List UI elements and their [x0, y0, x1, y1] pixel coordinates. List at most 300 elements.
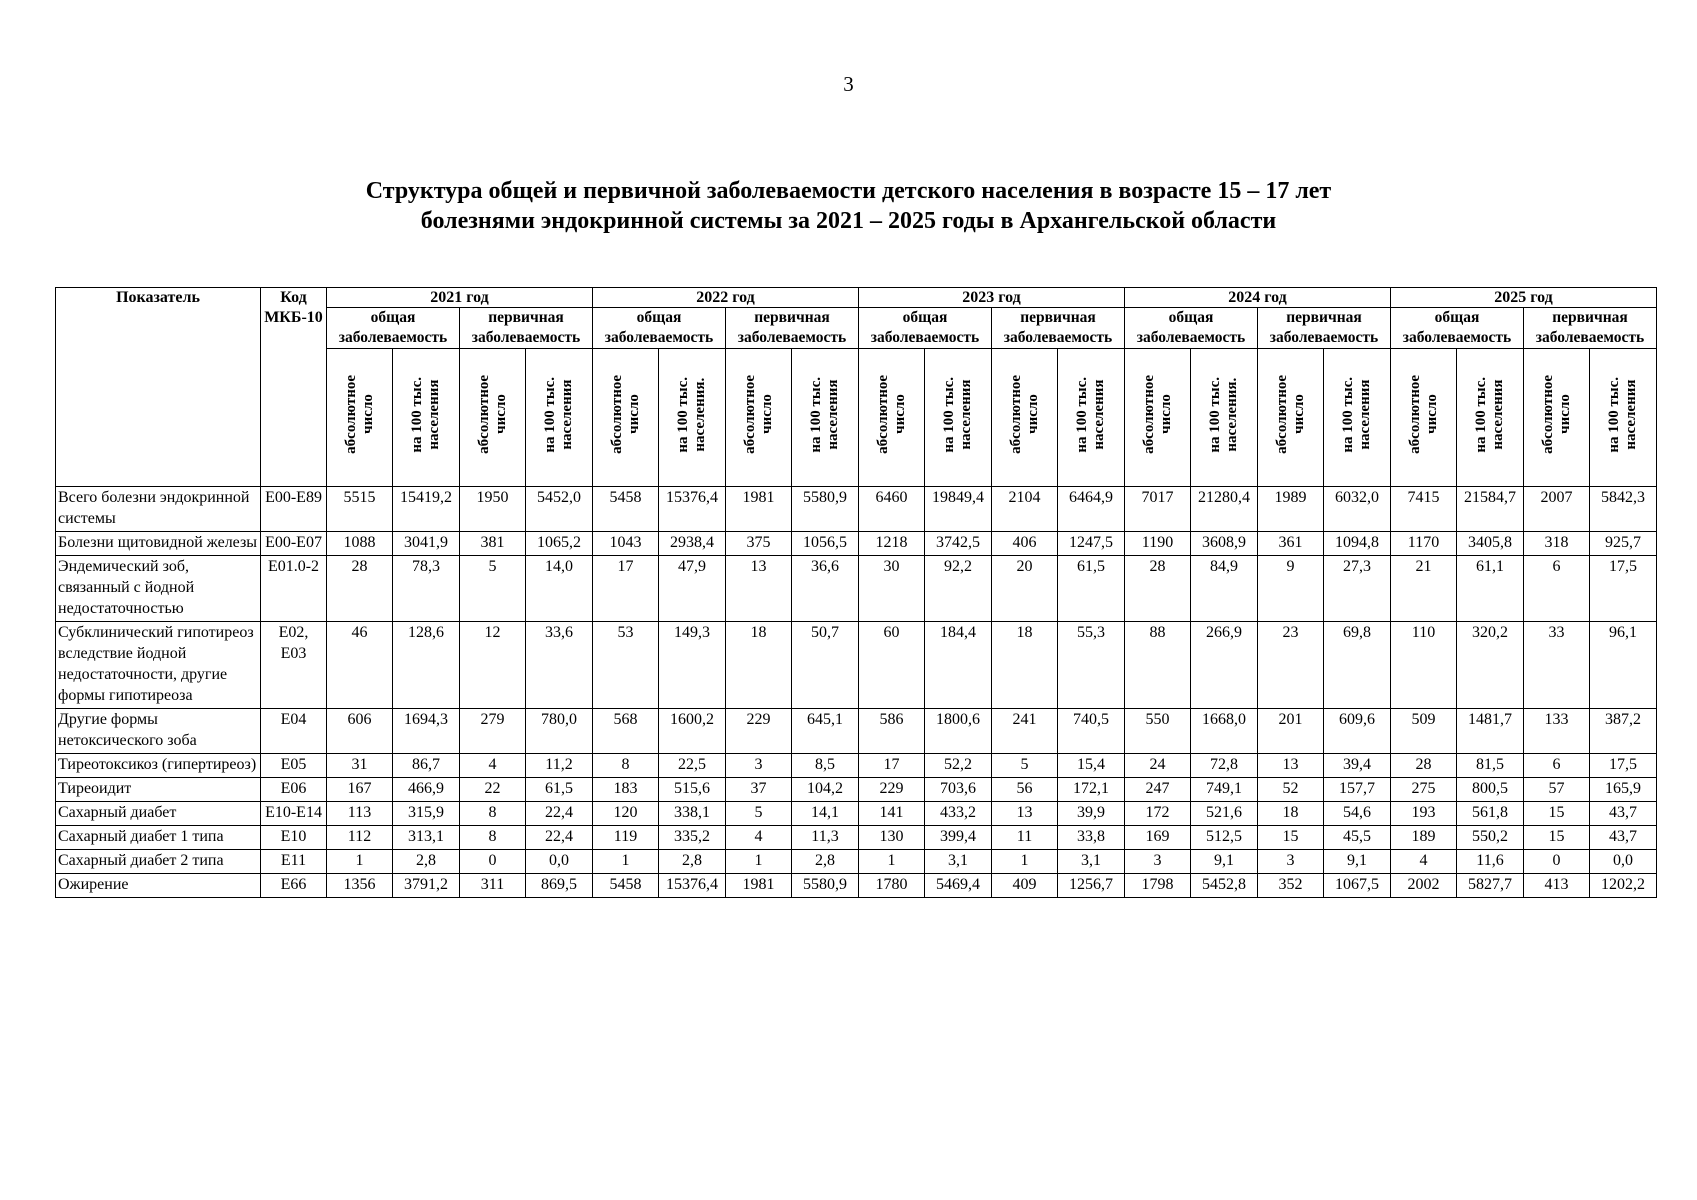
rate-value-cell: 61,1	[1457, 556, 1524, 622]
rate-value-cell: 14,1	[792, 802, 859, 826]
absolute-value-cell: 31	[327, 754, 393, 778]
rate-value-cell: 5580,9	[792, 874, 859, 898]
unit-label: абсолютное число	[1007, 375, 1041, 454]
unit-label: на 100 тыс. населения.	[1207, 376, 1240, 453]
table-row	[56, 487, 1657, 532]
absolute-value-cell: 361	[1258, 532, 1324, 556]
rate-value-cell: 925,7	[1590, 532, 1657, 556]
absolute-value-cell: 7415	[1391, 487, 1457, 532]
indicator-name: Субклинический гипотиреоз вследствие йодной недостаточности, другие формы гипотиреоза	[56, 622, 261, 709]
rate-value-cell: 81,5	[1457, 754, 1524, 778]
rate-value-cell: 47,9	[659, 556, 726, 622]
absolute-value-cell: 28	[327, 556, 393, 622]
indicator-name: Сахарный диабет	[56, 802, 261, 826]
code-header: Код МКБ-10	[261, 288, 327, 487]
absolute-value-cell: 33	[1524, 622, 1590, 709]
absolute-value-cell: 229	[859, 778, 925, 802]
rate-value-cell: 165,9	[1590, 778, 1657, 802]
rate-value-cell: 54,6	[1324, 802, 1391, 826]
absolute-value-cell: 5515	[327, 487, 393, 532]
rate-value-cell: 387,2	[1590, 709, 1657, 754]
rate-value-cell: 27,3	[1324, 556, 1391, 622]
absolute-value-cell: 18	[1258, 802, 1324, 826]
rate-value-cell: 128,6	[393, 622, 460, 709]
absolute-value-cell: 88	[1125, 622, 1191, 709]
icd-code: Е10-Е14	[261, 802, 327, 826]
rate-value-cell: 740,5	[1058, 709, 1125, 754]
absolute-value-cell: 311	[460, 874, 526, 898]
year-header: 2025 год	[1391, 288, 1657, 308]
absolute-value-cell: 56	[992, 778, 1058, 802]
absolute-value-cell: 60	[859, 622, 925, 709]
icd-code: Е06	[261, 778, 327, 802]
absolute-value-cell: 46	[327, 622, 393, 709]
rate-value-cell: 33,8	[1058, 826, 1125, 850]
icd-code: Е66	[261, 874, 327, 898]
rate-value-cell: 1247,5	[1058, 532, 1125, 556]
table-row	[56, 532, 1657, 556]
rate-value-cell: 15376,4	[659, 487, 726, 532]
absolute-value-cell: 18	[726, 622, 792, 709]
absolute-value-cell: 8	[593, 754, 659, 778]
rate-value-cell: 17,5	[1590, 754, 1657, 778]
absolute-number-header	[992, 349, 1058, 487]
rate-value-cell: 550,2	[1457, 826, 1524, 850]
per-100k-header	[1058, 349, 1125, 487]
rate-value-cell: 609,6	[1324, 709, 1391, 754]
rate-value-cell: 8,5	[792, 754, 859, 778]
absolute-value-cell: 11	[992, 826, 1058, 850]
rate-value-cell: 78,3	[393, 556, 460, 622]
rate-value-cell: 5452,8	[1191, 874, 1258, 898]
absolute-value-cell: 15	[1258, 826, 1324, 850]
icd-code: Е10	[261, 826, 327, 850]
rate-value-cell: 55,3	[1058, 622, 1125, 709]
table-row	[56, 850, 1657, 874]
rate-value-cell: 335,2	[659, 826, 726, 850]
table-row	[56, 709, 1657, 754]
rate-value-cell: 5580,9	[792, 487, 859, 532]
absolute-value-cell: 1	[726, 850, 792, 874]
absolute-value-cell: 30	[859, 556, 925, 622]
absolute-number-header	[1391, 349, 1457, 487]
unit-label: на 100 тыс. населения	[941, 376, 974, 453]
rate-value-cell: 19849,4	[925, 487, 992, 532]
absolute-value-cell: 2104	[992, 487, 1058, 532]
rate-value-cell: 21280,4	[1191, 487, 1258, 532]
absolute-value-cell: 229	[726, 709, 792, 754]
absolute-value-cell: 167	[327, 778, 393, 802]
table-row	[56, 874, 1657, 898]
year-header: 2022 год	[593, 288, 859, 308]
absolute-value-cell: 18	[992, 622, 1058, 709]
rate-value-cell: 561,8	[1457, 802, 1524, 826]
per-100k-header	[792, 349, 859, 487]
absolute-value-cell: 1981	[726, 487, 792, 532]
rate-value-cell: 315,9	[393, 802, 460, 826]
indicator-name: Тиреоидит	[56, 778, 261, 802]
absolute-number-header	[593, 349, 659, 487]
absolute-value-cell: 6	[1524, 556, 1590, 622]
absolute-value-cell: 3	[1125, 850, 1191, 874]
rate-value-cell: 1694,3	[393, 709, 460, 754]
rate-value-cell: 5842,3	[1590, 487, 1657, 532]
rate-value-cell: 512,5	[1191, 826, 1258, 850]
icd-code: Е00-Е07	[261, 532, 327, 556]
rate-value-cell: 1056,5	[792, 532, 859, 556]
rate-value-cell: 184,4	[925, 622, 992, 709]
absolute-value-cell: 1798	[1125, 874, 1191, 898]
rate-value-cell: 15419,2	[393, 487, 460, 532]
per-100k-header	[925, 349, 992, 487]
rate-value-cell: 50,7	[792, 622, 859, 709]
rate-value-cell: 86,7	[393, 754, 460, 778]
absolute-value-cell: 1989	[1258, 487, 1324, 532]
rate-value-cell: 43,7	[1590, 826, 1657, 850]
absolute-value-cell: 2002	[1391, 874, 1457, 898]
table-header	[56, 288, 1657, 487]
rate-value-cell: 521,6	[1191, 802, 1258, 826]
rate-value-cell: 5469,4	[925, 874, 992, 898]
rate-value-cell: 17,5	[1590, 556, 1657, 622]
per-100k-header	[1324, 349, 1391, 487]
rate-value-cell: 1202,2	[1590, 874, 1657, 898]
rate-value-cell: 6464,9	[1058, 487, 1125, 532]
rate-value-cell: 433,2	[925, 802, 992, 826]
year-header: 2023 год	[859, 288, 1125, 308]
absolute-value-cell: 3	[1258, 850, 1324, 874]
absolute-value-cell: 606	[327, 709, 393, 754]
absolute-value-cell: 0	[1524, 850, 1590, 874]
indicator-name: Всего болезни эндокринной системы	[56, 487, 261, 532]
indicator-name: Тиреотоксикоз (гипертиреоз)	[56, 754, 261, 778]
absolute-value-cell: 141	[859, 802, 925, 826]
absolute-value-cell: 3	[726, 754, 792, 778]
rate-value-cell: 266,9	[1191, 622, 1258, 709]
indicator-name: Другие формы нетоксического зоба	[56, 709, 261, 754]
rate-value-cell: 69,8	[1324, 622, 1391, 709]
unit-label: абсолютное число	[608, 375, 642, 454]
rate-value-cell: 11,2	[526, 754, 593, 778]
absolute-number-header	[1125, 349, 1191, 487]
rate-value-cell: 9,1	[1191, 850, 1258, 874]
indicator-name: Ожирение	[56, 874, 261, 898]
general-morbidity-header: общая заболеваемость	[859, 308, 992, 349]
absolute-value-cell: 193	[1391, 802, 1457, 826]
absolute-value-cell: 13	[992, 802, 1058, 826]
table-body	[56, 487, 1657, 898]
absolute-value-cell: 15	[1524, 826, 1590, 850]
absolute-value-cell: 21	[1391, 556, 1457, 622]
table-row	[56, 754, 1657, 778]
absolute-value-cell: 2007	[1524, 487, 1590, 532]
absolute-value-cell: 52	[1258, 778, 1324, 802]
absolute-value-cell: 352	[1258, 874, 1324, 898]
absolute-value-cell: 1190	[1125, 532, 1191, 556]
absolute-value-cell: 6460	[859, 487, 925, 532]
unit-label: на 100 тыс. населения	[1606, 376, 1639, 453]
absolute-value-cell: 17	[859, 754, 925, 778]
rate-value-cell: 22,4	[526, 802, 593, 826]
rate-value-cell: 313,1	[393, 826, 460, 850]
rate-value-cell: 39,9	[1058, 802, 1125, 826]
unit-label: абсолютное число	[1539, 375, 1573, 454]
unit-label: на 100 тыс. населения	[409, 376, 442, 453]
absolute-value-cell: 1	[327, 850, 393, 874]
primary-morbidity-header: первичная заболеваемость	[726, 308, 859, 349]
absolute-value-cell: 8	[460, 802, 526, 826]
rate-value-cell: 466,9	[393, 778, 460, 802]
absolute-value-cell: 112	[327, 826, 393, 850]
rate-value-cell: 149,3	[659, 622, 726, 709]
absolute-number-header	[1258, 349, 1324, 487]
absolute-value-cell: 5	[460, 556, 526, 622]
rate-value-cell: 3608,9	[1191, 532, 1258, 556]
absolute-number-header	[460, 349, 526, 487]
absolute-value-cell: 1	[593, 850, 659, 874]
rate-value-cell: 96,1	[1590, 622, 1657, 709]
indicator-name: Болезни щитовидной железы	[56, 532, 261, 556]
indicator-header: Показатель	[56, 288, 261, 487]
absolute-value-cell: 247	[1125, 778, 1191, 802]
rate-value-cell: 800,5	[1457, 778, 1524, 802]
rate-value-cell: 22,4	[526, 826, 593, 850]
absolute-value-cell: 133	[1524, 709, 1590, 754]
icd-code: Е02, Е03	[261, 622, 327, 709]
rate-value-cell: 6032,0	[1324, 487, 1391, 532]
absolute-value-cell: 1170	[1391, 532, 1457, 556]
absolute-value-cell: 6	[1524, 754, 1590, 778]
year-header: 2024 год	[1125, 288, 1391, 308]
rate-value-cell: 780,0	[526, 709, 593, 754]
absolute-value-cell: 130	[859, 826, 925, 850]
absolute-value-cell: 550	[1125, 709, 1191, 754]
document-title	[0, 176, 1697, 236]
general-morbidity-header: общая заболеваемость	[327, 308, 460, 349]
absolute-value-cell: 13	[1258, 754, 1324, 778]
per-100k-header	[1590, 349, 1657, 487]
absolute-value-cell: 5458	[593, 487, 659, 532]
rate-value-cell: 0,0	[526, 850, 593, 874]
absolute-value-cell: 279	[460, 709, 526, 754]
absolute-value-cell: 7017	[1125, 487, 1191, 532]
rate-value-cell: 2,8	[393, 850, 460, 874]
unit-label: абсолютное число	[741, 375, 775, 454]
absolute-value-cell: 110	[1391, 622, 1457, 709]
rate-value-cell: 33,6	[526, 622, 593, 709]
rate-value-cell: 1067,5	[1324, 874, 1391, 898]
rate-value-cell: 84,9	[1191, 556, 1258, 622]
rate-value-cell: 869,5	[526, 874, 593, 898]
absolute-value-cell: 406	[992, 532, 1058, 556]
rate-value-cell: 1668,0	[1191, 709, 1258, 754]
unit-label: на 100 тыс. населения	[1473, 376, 1506, 453]
absolute-value-cell: 22	[460, 778, 526, 802]
icd-code: Е11	[261, 850, 327, 874]
absolute-number-header	[327, 349, 393, 487]
indicator-name: Сахарный диабет 2 типа	[56, 850, 261, 874]
rate-value-cell: 1094,8	[1324, 532, 1391, 556]
absolute-value-cell: 13	[726, 556, 792, 622]
rate-value-cell: 52,2	[925, 754, 992, 778]
table-row	[56, 556, 1657, 622]
rate-value-cell: 39,4	[1324, 754, 1391, 778]
rate-value-cell: 2,8	[659, 850, 726, 874]
icd-code: Е00-Е89	[261, 487, 327, 532]
icd-code: Е01.0-2	[261, 556, 327, 622]
rate-value-cell: 22,5	[659, 754, 726, 778]
rate-value-cell: 1065,2	[526, 532, 593, 556]
unit-label: на 100 тыс. населения	[1340, 376, 1373, 453]
table-row	[56, 802, 1657, 826]
absolute-value-cell: 5458	[593, 874, 659, 898]
primary-morbidity-header: первичная заболеваемость	[1524, 308, 1657, 349]
rate-value-cell: 2,8	[792, 850, 859, 874]
absolute-value-cell: 8	[460, 826, 526, 850]
rate-value-cell: 1600,2	[659, 709, 726, 754]
absolute-value-cell: 15	[1524, 802, 1590, 826]
rate-value-cell: 61,5	[526, 778, 593, 802]
absolute-value-cell: 1356	[327, 874, 393, 898]
absolute-value-cell: 120	[593, 802, 659, 826]
rate-value-cell: 11,6	[1457, 850, 1524, 874]
unit-label: абсолютное число	[874, 375, 908, 454]
absolute-value-cell: 275	[1391, 778, 1457, 802]
rate-value-cell: 703,6	[925, 778, 992, 802]
unit-label: абсолютное число	[342, 375, 376, 454]
primary-morbidity-header: первичная заболеваемость	[1258, 308, 1391, 349]
rate-value-cell: 1256,7	[1058, 874, 1125, 898]
rate-value-cell: 15376,4	[659, 874, 726, 898]
general-morbidity-header: общая заболеваемость	[1125, 308, 1258, 349]
absolute-value-cell: 375	[726, 532, 792, 556]
rate-value-cell: 320,2	[1457, 622, 1524, 709]
rate-value-cell: 338,1	[659, 802, 726, 826]
icd-code: Е04	[261, 709, 327, 754]
absolute-value-cell: 4	[460, 754, 526, 778]
absolute-value-cell: 12	[460, 622, 526, 709]
absolute-value-cell: 5	[726, 802, 792, 826]
absolute-value-cell: 5	[992, 754, 1058, 778]
rate-value-cell: 3,1	[1058, 850, 1125, 874]
table-row	[56, 622, 1657, 709]
absolute-value-cell: 53	[593, 622, 659, 709]
absolute-value-cell: 1218	[859, 532, 925, 556]
rate-value-cell: 3405,8	[1457, 532, 1524, 556]
per-100k-header	[659, 349, 726, 487]
absolute-value-cell: 24	[1125, 754, 1191, 778]
absolute-value-cell: 381	[460, 532, 526, 556]
absolute-value-cell: 169	[1125, 826, 1191, 850]
general-morbidity-header: общая заболеваемость	[593, 308, 726, 349]
absolute-value-cell: 37	[726, 778, 792, 802]
rate-value-cell: 3742,5	[925, 532, 992, 556]
rate-value-cell: 104,2	[792, 778, 859, 802]
absolute-value-cell: 0	[460, 850, 526, 874]
absolute-value-cell: 201	[1258, 709, 1324, 754]
absolute-value-cell: 57	[1524, 778, 1590, 802]
rate-value-cell: 14,0	[526, 556, 593, 622]
absolute-number-header	[859, 349, 925, 487]
rate-value-cell: 61,5	[1058, 556, 1125, 622]
absolute-number-header	[726, 349, 792, 487]
general-morbidity-header: общая заболеваемость	[1391, 308, 1524, 349]
absolute-value-cell: 1043	[593, 532, 659, 556]
unit-label: на 100 тыс. населения	[808, 376, 841, 453]
rate-value-cell: 72,8	[1191, 754, 1258, 778]
absolute-value-cell: 9	[1258, 556, 1324, 622]
absolute-value-cell: 318	[1524, 532, 1590, 556]
unit-label: на 100 тыс. населения	[542, 376, 575, 453]
unit-label: абсолютное число	[1273, 375, 1307, 454]
absolute-value-cell: 183	[593, 778, 659, 802]
absolute-value-cell: 1	[859, 850, 925, 874]
header-row-years	[56, 288, 1657, 308]
unit-label: абсолютное число	[475, 375, 509, 454]
year-header: 2021 год	[327, 288, 593, 308]
absolute-value-cell: 1088	[327, 532, 393, 556]
absolute-value-cell: 4	[726, 826, 792, 850]
absolute-value-cell: 172	[1125, 802, 1191, 826]
rate-value-cell: 2938,4	[659, 532, 726, 556]
table-row	[56, 826, 1657, 850]
rate-value-cell: 3,1	[925, 850, 992, 874]
absolute-value-cell: 23	[1258, 622, 1324, 709]
primary-morbidity-header: первичная заболеваемость	[460, 308, 593, 349]
unit-label: абсолютное число	[1140, 375, 1174, 454]
absolute-value-cell: 1780	[859, 874, 925, 898]
rate-value-cell: 5827,7	[1457, 874, 1524, 898]
absolute-value-cell: 1	[992, 850, 1058, 874]
primary-morbidity-header: первичная заболеваемость	[992, 308, 1125, 349]
absolute-value-cell: 413	[1524, 874, 1590, 898]
absolute-value-cell: 113	[327, 802, 393, 826]
rate-value-cell: 0,0	[1590, 850, 1657, 874]
rate-value-cell: 172,1	[1058, 778, 1125, 802]
indicator-name: Сахарный диабет 1 типа	[56, 826, 261, 850]
absolute-value-cell: 4	[1391, 850, 1457, 874]
unit-label: абсолютное число	[1406, 375, 1440, 454]
indicator-name: Эндемический зоб, связанный с йодной недостаточностью	[56, 556, 261, 622]
title-line-2: болезнями эндокринной системы за 2021 – 2025 годы в Архангельской области	[420, 208, 1277, 234]
morbidity-table	[55, 287, 1657, 898]
rate-value-cell: 749,1	[1191, 778, 1258, 802]
rate-value-cell: 43,7	[1590, 802, 1657, 826]
icd-code: Е05	[261, 754, 327, 778]
absolute-value-cell: 586	[859, 709, 925, 754]
rate-value-cell: 3041,9	[393, 532, 460, 556]
rate-value-cell: 157,7	[1324, 778, 1391, 802]
per-100k-header	[1191, 349, 1258, 487]
rate-value-cell: 515,6	[659, 778, 726, 802]
absolute-value-cell: 1981	[726, 874, 792, 898]
absolute-value-cell: 509	[1391, 709, 1457, 754]
absolute-value-cell: 28	[1391, 754, 1457, 778]
absolute-value-cell: 568	[593, 709, 659, 754]
rate-value-cell: 9,1	[1324, 850, 1391, 874]
rate-value-cell: 1800,6	[925, 709, 992, 754]
absolute-number-header	[1524, 349, 1590, 487]
rate-value-cell: 92,2	[925, 556, 992, 622]
rate-value-cell: 45,5	[1324, 826, 1391, 850]
rate-value-cell: 11,3	[792, 826, 859, 850]
rate-value-cell: 3791,2	[393, 874, 460, 898]
rate-value-cell: 15,4	[1058, 754, 1125, 778]
absolute-value-cell: 17	[593, 556, 659, 622]
unit-label: на 100 тыс. населения	[1074, 376, 1107, 453]
rate-value-cell: 645,1	[792, 709, 859, 754]
rate-value-cell: 399,4	[925, 826, 992, 850]
